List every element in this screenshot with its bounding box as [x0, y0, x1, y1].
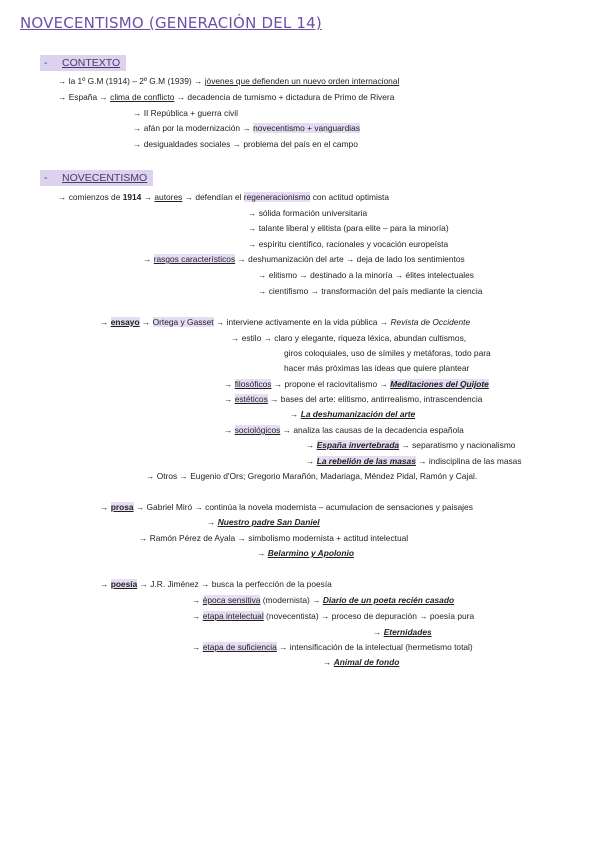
text: →	[257, 548, 266, 558]
section-label: NOVECENTISMO	[62, 172, 148, 184]
text: → la 1º G.M (1914) – 2º G.M (1939) →	[58, 76, 203, 86]
text: →	[224, 379, 233, 389]
book-title: Nuestro padre San Daniel	[217, 517, 320, 527]
text: → España →	[58, 92, 108, 102]
text: → deshumanización del arte → deja de lado los sentimientos	[237, 254, 465, 264]
bold-text: 1914	[122, 192, 142, 202]
text: → bases del arte: elitismo, antirrealismo, intrascendencia	[270, 394, 483, 404]
poesia-line-4	[373, 627, 432, 638]
text: → afán por la modernización →	[133, 123, 251, 133]
highlighted-text: novecentismo + vanguardias	[253, 123, 360, 133]
text: →	[192, 595, 201, 605]
poesia-line-5	[192, 642, 473, 653]
highlighted-text: regeneracionismo	[243, 192, 311, 202]
text: →	[224, 394, 233, 404]
highlighted-text: rasgos característicos	[153, 254, 236, 264]
underlined-text: clima de conflicto	[110, 92, 175, 102]
text: (modernista) →	[262, 595, 321, 605]
highlighted-title: La rebelión de las masas	[316, 456, 416, 466]
text: →	[143, 192, 153, 202]
novecentismo-line-3: → talante liberal y elitista (para elite – para la minoría)	[248, 223, 449, 233]
prosa-line-3: → Ramón Pérez de Ayala → simbolismo modernista + actitud intelectual	[139, 533, 409, 543]
book-title: Diario de un poeta recién casado	[322, 595, 455, 605]
book-title: Belarmino y Apolonio	[267, 548, 354, 558]
text: →	[373, 627, 382, 637]
text: →	[143, 254, 152, 264]
book-title: Eternidades	[383, 627, 432, 637]
filosoficos-line	[224, 379, 489, 390]
book-title: Animal de fondo	[333, 657, 400, 667]
underlined-text: autores	[154, 192, 183, 202]
highlighted-text: ensayo	[110, 317, 140, 327]
contexto-line-4	[133, 123, 360, 134]
italic-text: Revista de Occidente	[390, 317, 471, 327]
highlighted-text: etapa de suficiencia	[202, 642, 277, 652]
highlighted-text: etapa intelectual	[202, 611, 264, 621]
ensayo-line-1	[100, 317, 470, 328]
text: → Gabriel Miró → continúa la novela modernista – acumulacion de sensaciones y paisajes	[135, 502, 473, 512]
text: → indisciplina de las masas	[418, 456, 522, 466]
section-header-novecentismo	[40, 170, 153, 186]
text: →	[290, 409, 299, 419]
text: → decadencia de turnismo + dictadura de Primo de Rivera	[176, 92, 395, 102]
text: → J.R. Jiménez → busca la perfección de la poesía	[139, 579, 332, 589]
highlighted-text: estéticos	[234, 394, 268, 404]
text: →	[323, 657, 332, 667]
novecentismo-line-1	[58, 192, 389, 203]
text: →	[141, 317, 151, 327]
text: →	[192, 611, 201, 621]
esteticos-line-1	[224, 394, 482, 405]
contexto-line-1	[58, 76, 399, 87]
poesia-line-1	[100, 579, 332, 590]
contexto-line-3: → II República + guerra civil	[133, 108, 238, 118]
novecentismo-line-2: → sólida formación universitaria	[248, 208, 368, 218]
text: con actitud optimista	[312, 192, 390, 202]
novecentismo-line-4: → espíritu científico, racionales y vocación europeísta	[248, 239, 449, 249]
text: →	[100, 502, 109, 512]
text: →	[192, 642, 201, 652]
contexto-line-2	[58, 92, 394, 103]
text: → interviene activamente en la vida pública →	[215, 317, 389, 327]
poesia-line-6	[323, 657, 399, 668]
text: → propone el raciovitalismo →	[273, 379, 388, 389]
text: →	[306, 456, 315, 466]
text: →	[306, 440, 315, 450]
sociologicos-line-3	[306, 456, 522, 467]
section-label: CONTEXTO	[62, 57, 121, 69]
section-dash: -	[44, 172, 48, 184]
underlined-text: jóvenes que defienden un nuevo orden internacional	[204, 76, 400, 86]
text: (novecentista) → proceso de depuración → poesía pura	[266, 611, 475, 621]
highlighted-text: sociológicos	[234, 425, 281, 435]
contexto-line-5: → desigualdades sociales → problema del país en el campo	[133, 139, 358, 149]
text: →	[100, 579, 109, 589]
text: → defendían el	[184, 192, 242, 202]
highlighted-text: filosóficos	[234, 379, 272, 389]
highlighted-text: poesía	[110, 579, 138, 589]
text: →	[224, 425, 233, 435]
sociologicos-line-2	[306, 440, 515, 451]
prosa-line-4	[257, 548, 354, 559]
text: → analiza las causas de la decadencia española	[282, 425, 464, 435]
poesia-line-3	[192, 611, 474, 622]
section-dash: -	[44, 57, 48, 69]
esteticos-line-2	[290, 409, 415, 420]
prosa-line-1	[100, 502, 473, 513]
text: → intensificación de la intelectual (hermetismo total)	[279, 642, 473, 652]
highlighted-title: España invertebrada	[316, 440, 400, 450]
text: →	[207, 517, 216, 527]
otros-line: → Otros → Eugenio d'Ors; Gregorio Marañón, Madariaga, Méndez Pidal, Ramón y Cajal.	[146, 471, 478, 481]
ensayo-line-3: giros coloquiales, uso de símiles y metáforas, todo para	[284, 348, 491, 358]
text: → separatismo y nacionalismo	[401, 440, 516, 450]
ensayo-line-4: hacer más próximas las ideas que quiere plantear	[284, 363, 470, 373]
text: → comienzos de	[58, 192, 121, 202]
section-header-contexto	[40, 55, 126, 71]
book-title: La deshumanización del arte	[300, 409, 416, 419]
prosa-line-2	[207, 517, 320, 528]
rasgos-line-3: → cientifismo → transformación del país mediante la ciencia	[258, 286, 483, 296]
poesia-line-2	[192, 595, 454, 606]
text: →	[100, 317, 109, 327]
highlighted-text: prosa	[110, 502, 134, 512]
page-title: NOVECENTISMO (GENERACIÓN DEL 14)	[20, 14, 322, 32]
sociologicos-line-1	[224, 425, 464, 436]
highlighted-text: época sensitiva	[202, 595, 261, 605]
rasgos-line-2: → elitismo → destinado a la minoría → élites intelectuales	[258, 270, 474, 280]
rasgos-line-1	[143, 254, 465, 265]
ensayo-line-2: → estilo → claro y elegante, riqueza léxica, abundan cultismos,	[231, 333, 467, 343]
highlighted-title: Meditaciones del Quijote	[390, 379, 489, 389]
highlighted-text: Ortega y Gasset	[152, 317, 214, 327]
